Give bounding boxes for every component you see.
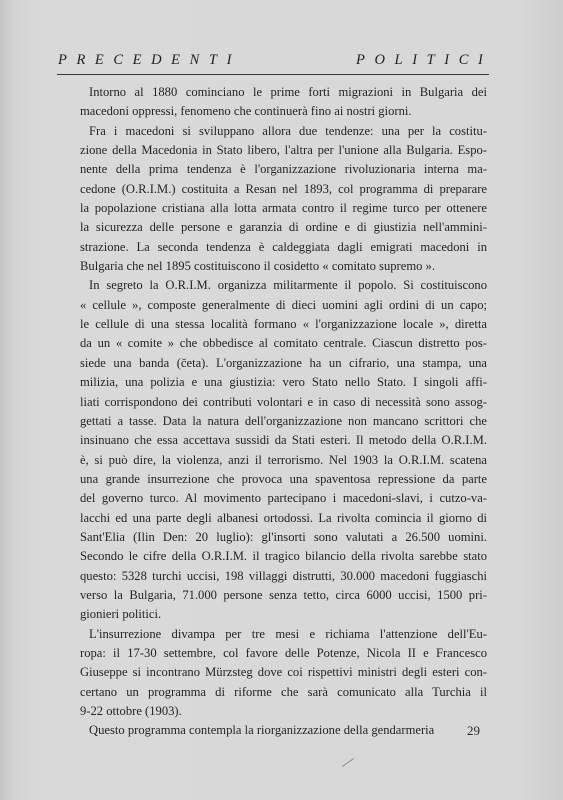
text-line: milizia, una polizia e una giustizia: vero Stato nello Stato. I singoli affi- bbox=[80, 375, 487, 390]
text-line: In segreto la O.R.I.M. organizza militarmente il popolo. Si costituiscono bbox=[89, 278, 487, 293]
pencil-mark bbox=[342, 758, 354, 767]
text-line: certano un programma di riforme che sarà comunicato alla Turchia il bbox=[80, 684, 487, 699]
text-line: siede una banda (četa). L'organizzazione ha un cifrario, una stampa, una bbox=[80, 355, 487, 370]
text-line: da un « comite » che obbedisce al comitato centrale. Ciascun distretto pos- bbox=[80, 336, 487, 351]
header-rule bbox=[57, 74, 489, 75]
text-line: L'insurrezione divampa per tre mesi e richiama l'attenzione dell'Eu- bbox=[89, 626, 487, 641]
text-line: Bulgaria che nel 1895 costituiscono il cosidetto « comitato supremo ». bbox=[80, 259, 436, 274]
text-line: questo: 5328 turchi uccisi, 198 villaggi distrutti, 30.000 macedoni fuggiaschi bbox=[80, 568, 487, 583]
text-line: Questo programma contempla la riorganizzazione della gendarmeria bbox=[89, 723, 435, 738]
running-header bbox=[58, 52, 498, 69]
text-line: ropa: il 17-30 settembre, col favore delle Potenze, Nicola II e Francesco bbox=[80, 645, 487, 660]
text-line: è, si può dire, la violenza, anzi il terrorismo. Nel 1903 la O.R.I.M. scatena bbox=[80, 452, 487, 467]
text-line: strazione. La seconda tendenza è caldeggiata dagli emigrati macedoni in bbox=[80, 239, 487, 254]
text-line: lacchi ed una parte degli albanesi ortodossi. La rivolta comincia il giorno di bbox=[80, 510, 487, 525]
text-line: nente della prima tendenza è l'organizzazione rivoluzionaria interna ma- bbox=[80, 162, 487, 177]
text-line: macedoni oppressi, fenomeno che continuerà fino ai nostri giorni. bbox=[80, 104, 412, 119]
text-line: la popolazione cristiana alla lotta armata contro il regime turco per ottenere bbox=[80, 201, 487, 216]
paragraph bbox=[80, 276, 487, 624]
text-line: Sant'Elia (Ilin Den: 20 luglio): gl'insorti sono valutati a 26.500 uomini. bbox=[80, 529, 487, 544]
text-line: cedone (O.R.I.M.) costituita a Resan nel 1893, col programma di preparare bbox=[80, 181, 487, 196]
text-line: Secondo le cifre della O.R.I.M. il tragico bilancio della rivolta sarebbe stato bbox=[80, 549, 487, 564]
text-line: insinuano che essa accettava sussidi da Stati esteri. Il metodo della O.R.I.M. bbox=[80, 433, 487, 448]
text-line: zione della Macedonia in Stato libero, l'altra per l'unione alla Bulgaria. Espo- bbox=[80, 143, 487, 158]
paragraph bbox=[80, 83, 487, 122]
running-header-word-2: POLITICI bbox=[356, 52, 493, 68]
text-line: liati corrispondono dei contributi volontari e in caso di necessità sono assog- bbox=[80, 394, 487, 409]
text-line: Intorno al 1880 cominciano le prime forti migrazioni in Bulgaria dei bbox=[89, 85, 487, 99]
text-line: 9-22 ottobre (1903). bbox=[80, 704, 182, 718]
text-line: verso la Bulgaria, 71.000 persone senza tetto, circa 6000 uccisi, 1500 pri- bbox=[80, 587, 487, 602]
text-line: la sicurezza delle persone e garanzia di ordine e di giustizia nell'ammini- bbox=[80, 220, 487, 235]
text-line: Fra i macedoni si sviluppano allora due tendenze: una per la costitu- bbox=[89, 123, 487, 138]
paragraph bbox=[80, 625, 487, 722]
text-line: del governo turco. Al movimento partecipano i macedoni-slavi, i cutzo-va- bbox=[80, 491, 487, 506]
running-header-word-1: PRECEDENTI bbox=[58, 52, 241, 68]
text-line: una grande insurrezione che provoca una spaventosa repressione da parte bbox=[80, 471, 487, 486]
text-line: « cellule », composte generalmente di dieci uomini agli ordini di un capo; bbox=[80, 297, 487, 312]
text-line: gettati a tasse. Data la natura dell'organizzazione non mancano scrittori che bbox=[80, 413, 487, 428]
text-line: le cellule di una stessa località formano « l'organizzazione locale », diretta bbox=[80, 317, 487, 332]
paragraph bbox=[80, 721, 487, 740]
paragraph bbox=[80, 122, 487, 277]
text-line: gionieri politici. bbox=[80, 607, 162, 622]
text-line: Giuseppe si incontrano Mürzsteg dove coi rispettivi ministri degli esteri con- bbox=[80, 665, 487, 680]
body-text bbox=[80, 83, 487, 741]
page-number: 29 bbox=[467, 723, 480, 738]
